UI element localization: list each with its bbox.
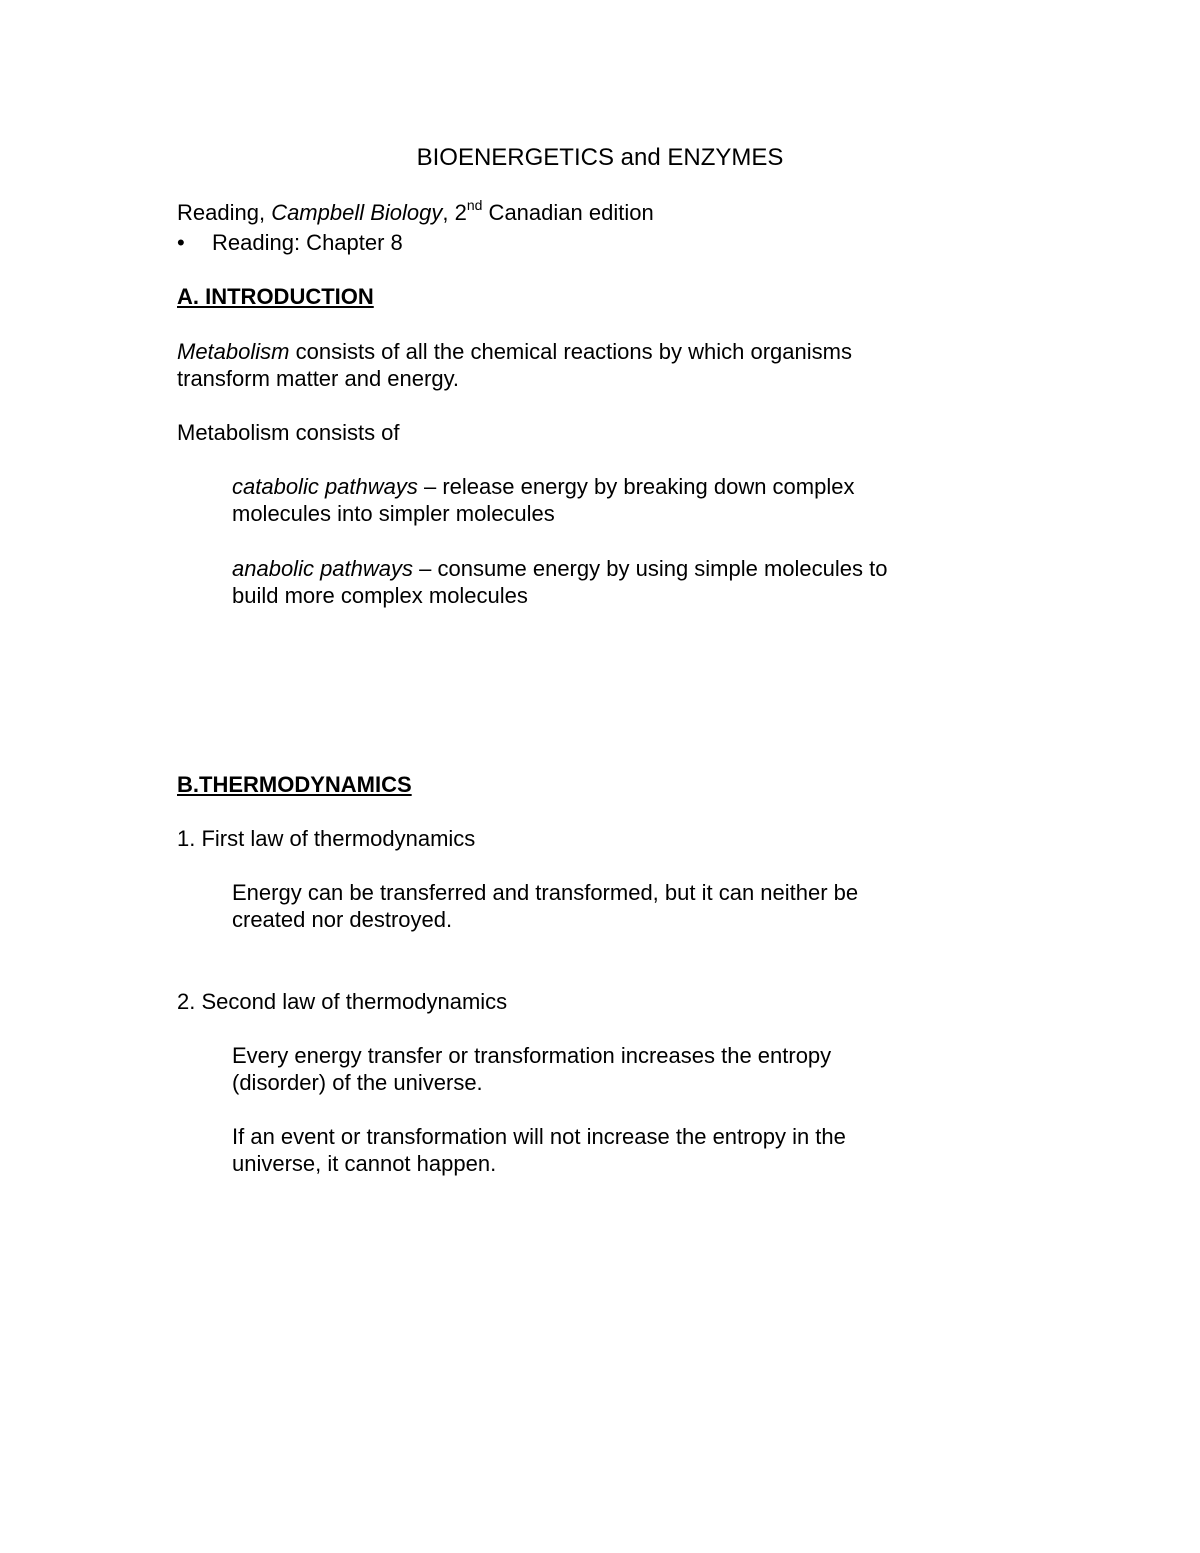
page-title: BIOENERGETICS and ENZYMES <box>416 144 784 171</box>
reading-chapter: Reading: Chapter 8 <box>212 230 403 255</box>
first-law-line2: created nor destroyed. <box>232 907 453 932</box>
section-b-heading: B.THERMODYNAMICS <box>177 772 412 797</box>
first-law-line1: Energy can be transferred and transformed, but it can neither be <box>232 880 859 905</box>
second-law-p1-line2: (disorder) of the universe. <box>232 1070 483 1095</box>
section-a-heading: A. INTRODUCTION <box>177 284 374 309</box>
reading-reference <box>177 196 654 226</box>
second-law-p2-line1: If an event or transformation will not increase the entropy in the <box>232 1124 846 1149</box>
catabolic-line1 <box>232 473 854 500</box>
catabolic-line2: molecules into simpler molecules <box>232 501 555 526</box>
anabolic-definition-text: – consume energy by using simple molecules to <box>413 556 888 581</box>
catabolic-definition-text: – release energy by breaking down complex <box>417 474 855 499</box>
anabolic-term: anabolic pathways <box>232 556 414 581</box>
reading-bullet-item <box>177 229 403 256</box>
first-law-title: 1. First law of thermodynamics <box>177 826 476 851</box>
edition-ordinal: nd <box>466 196 483 213</box>
metabolism-definition-text: consists of all the chemical reactions by which organisms <box>289 339 852 364</box>
bullet-icon: • <box>177 230 185 255</box>
book-title: Campbell Biology <box>271 200 443 225</box>
edition-suffix: Canadian edition <box>482 200 654 225</box>
catabolic-term: catabolic pathways <box>232 474 418 499</box>
anabolic-line1 <box>232 555 887 582</box>
metabolism-term: Metabolism <box>177 339 290 364</box>
anabolic-line2: build more complex molecules <box>232 583 528 608</box>
metabolism-consists-of: Metabolism consists of <box>177 420 400 445</box>
metabolism-definition-line2: transform matter and energy. <box>177 366 460 391</box>
reading-prefix: Reading, <box>177 200 272 225</box>
metabolism-definition-line1 <box>177 338 852 365</box>
second-law-p2-line2: universe, it cannot happen. <box>232 1151 497 1176</box>
second-law-p1-line1: Every energy transfer or transformation increases the entropy <box>232 1043 832 1068</box>
edition-number: , 2 <box>442 200 467 225</box>
second-law-title: 2. Second law of thermodynamics <box>177 989 508 1014</box>
